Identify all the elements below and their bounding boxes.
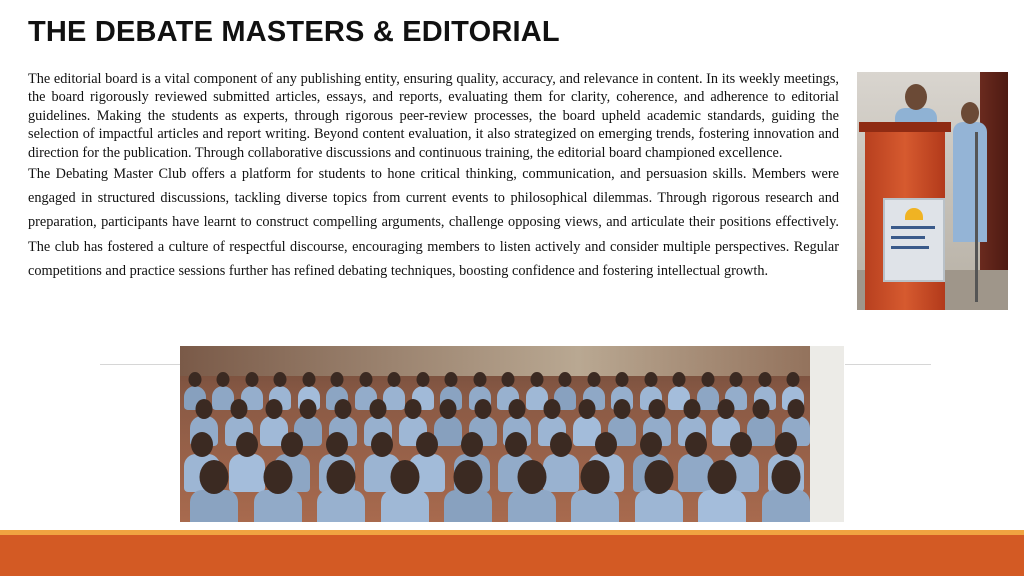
student-head — [648, 399, 665, 419]
editorial-paragraph: The editorial board is a vital component of any publishing entity, ensuring quality, accuracy, and relevance in content. In its weekly meetings, the board rigorously reviewed submitted articles, essays, and reports, evaluating them for clarity, coherence, and adherence to editorial guidelines. Making the students as experts, through rigorous peer-review processes, the board upheld academic standards, guiding the selection of impactful articles and report writing. Beyond content evaluation, it also strategized on emerging trends, fostering innovation and direction for the publication. Through collaborative discussions and continuous training, the editorial board championed excellence. — [28, 71, 839, 161]
student-head — [730, 372, 743, 387]
debate-paragraph: The Debating Master Club offers a platform for students to hone critical thinking, communication, and persuasion skills. Members were engaged in structured discussions, tackling diverse topics from current events to philosophical dilemmas. Through rigorous research and preparation, participants have learnt to construct compelling arguments, challenge opposing views, and articulate their positions effectively. The club has fostered a culture of respectful discourse, encouraging members to listen actively and consider multiple perspectives. Regular competitions and practice sessions further has refined debating techniques, boosting confidence and fostering intellectual growth. — [28, 166, 839, 279]
student-figure — [190, 490, 238, 522]
student-head — [335, 399, 352, 419]
student-head — [673, 372, 686, 387]
student-head — [281, 432, 303, 457]
student-head — [236, 432, 258, 457]
plaque-line — [891, 246, 929, 249]
student-head — [581, 460, 610, 494]
group-photo — [180, 346, 844, 522]
student-head — [263, 460, 292, 494]
photo-pillar — [810, 346, 844, 522]
student-head — [683, 399, 700, 419]
student-head — [579, 399, 596, 419]
student-head — [595, 432, 617, 457]
student-head — [708, 460, 737, 494]
student-head — [644, 372, 657, 387]
student-head — [530, 372, 543, 387]
student-figure — [543, 454, 579, 492]
student-figure — [571, 490, 619, 522]
student-head — [502, 372, 515, 387]
student-head — [404, 399, 421, 419]
page-title: THE DEBATE MASTERS & EDITORIAL — [28, 16, 560, 48]
student-head — [587, 372, 600, 387]
student-figure — [698, 490, 746, 522]
student-head — [788, 399, 805, 419]
student-head — [685, 432, 707, 457]
student-head — [701, 372, 714, 387]
school-plaque — [883, 198, 945, 282]
student-head — [730, 432, 752, 457]
student-head — [454, 460, 483, 494]
student-figure — [635, 490, 683, 522]
student-head — [753, 399, 770, 419]
student-figure — [762, 490, 810, 522]
divider-left — [100, 364, 180, 365]
student-head — [439, 399, 456, 419]
speaker-student-head — [905, 84, 927, 110]
student-head — [371, 432, 393, 457]
student-head — [544, 399, 561, 419]
student-head — [331, 372, 344, 387]
student-head — [230, 399, 247, 419]
student-head — [302, 372, 315, 387]
student-head — [445, 372, 458, 387]
student-figure — [444, 490, 492, 522]
student-figure — [508, 490, 556, 522]
student-figure — [254, 490, 302, 522]
student-head — [772, 460, 801, 494]
divider-right — [845, 364, 931, 365]
student-head — [505, 432, 527, 457]
student-head — [718, 399, 735, 419]
student-head — [758, 372, 771, 387]
speaker-photo — [857, 72, 1008, 310]
student-head — [473, 372, 486, 387]
student-head — [787, 372, 800, 387]
podium-top — [859, 122, 951, 132]
student-head — [388, 372, 401, 387]
plaque-line — [891, 236, 925, 239]
footer-bar — [0, 535, 1024, 576]
student-figure — [229, 454, 265, 492]
student-head — [326, 432, 348, 457]
second-student-head — [961, 102, 979, 124]
podium — [865, 128, 945, 310]
student-head — [245, 372, 258, 387]
student-head — [327, 460, 356, 494]
student-head — [191, 432, 213, 457]
student-head — [196, 399, 213, 419]
student-head — [775, 432, 797, 457]
student-head — [517, 460, 546, 494]
student-head — [559, 372, 572, 387]
student-head — [359, 372, 372, 387]
student-head — [265, 399, 282, 419]
second-student-body — [953, 122, 987, 242]
student-head — [616, 372, 629, 387]
student-head — [416, 432, 438, 457]
student-head — [461, 432, 483, 457]
student-head — [613, 399, 630, 419]
student-head — [474, 399, 491, 419]
plaque-line — [891, 226, 935, 229]
mic-stand — [975, 132, 978, 302]
student-head — [550, 432, 572, 457]
student-head — [644, 460, 673, 494]
school-logo-icon — [905, 208, 923, 220]
student-head — [416, 372, 429, 387]
student-head — [189, 372, 202, 387]
student-head — [509, 399, 526, 419]
student-head — [370, 399, 387, 419]
student-figure — [381, 490, 429, 522]
student-figure — [317, 490, 365, 522]
student-head — [640, 432, 662, 457]
student-figure — [434, 416, 462, 446]
student-head — [274, 372, 287, 387]
student-head — [300, 399, 317, 419]
student-head — [200, 460, 229, 494]
body-text — [28, 70, 839, 283]
student-figure — [383, 386, 405, 410]
student-head — [217, 372, 230, 387]
student-head — [390, 460, 419, 494]
